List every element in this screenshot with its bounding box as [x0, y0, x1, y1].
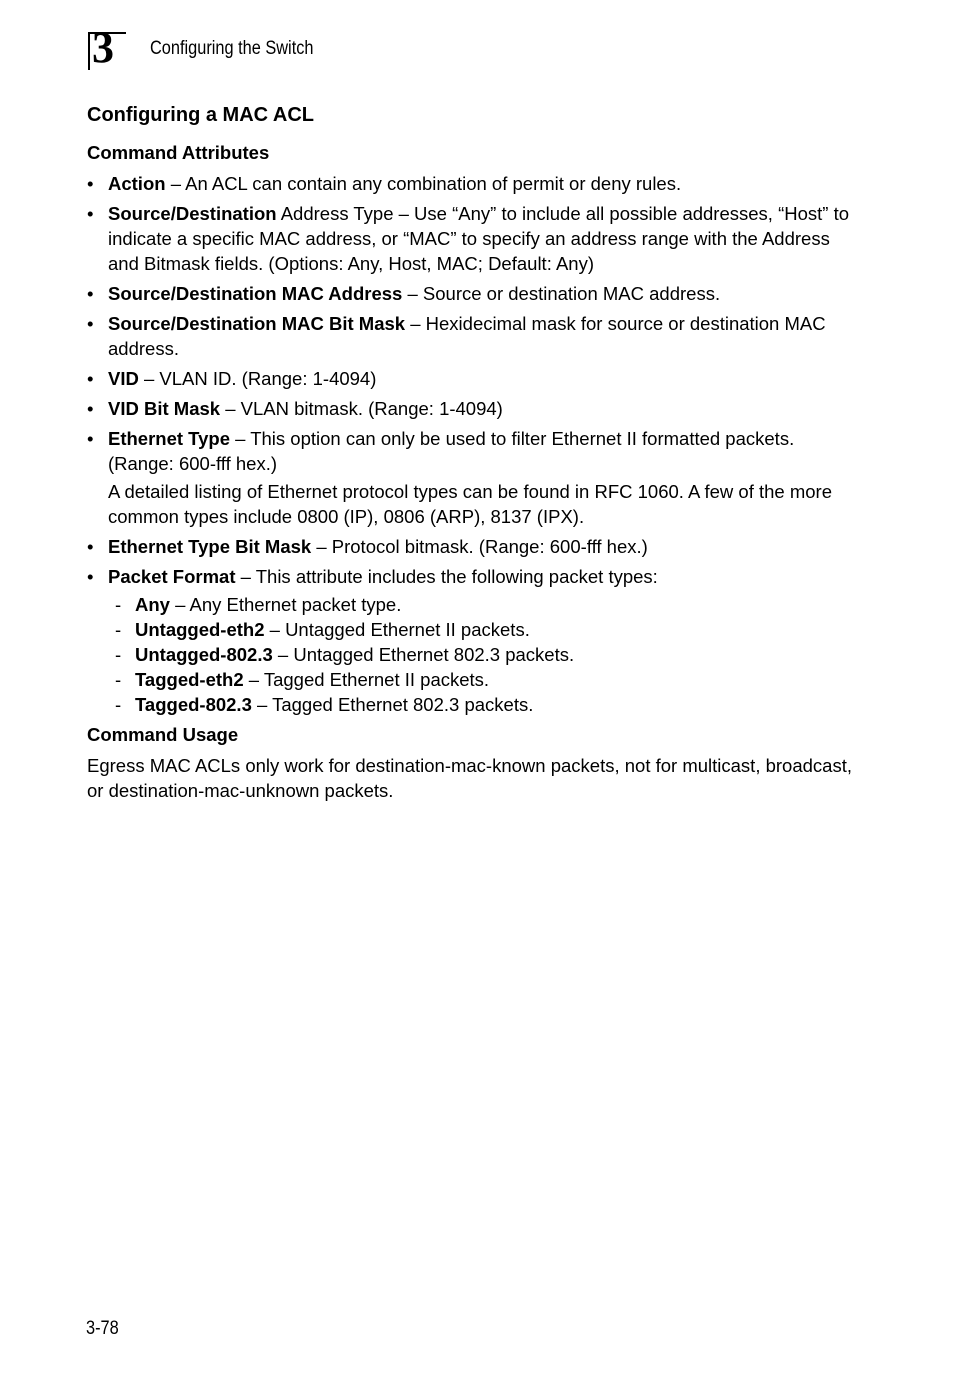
list-item — [87, 171, 857, 196]
attribute-term: Ethernet Type Bit Mask — [108, 536, 312, 557]
command-attributes-heading: Command Attributes — [87, 142, 270, 163]
bullet-glyph: • — [87, 283, 94, 304]
list-item — [87, 311, 857, 361]
packet-type-term: Any — [135, 594, 170, 615]
bullet-glyph: • — [87, 368, 94, 389]
attribute-description: – VLAN ID. (Range: 1-4094) — [138, 368, 377, 389]
page-number: 3-78 — [86, 1318, 119, 1339]
list-item — [108, 642, 857, 667]
list-item — [87, 201, 857, 276]
attribute-term: Packet Format — [108, 566, 236, 587]
attribute-term: Source/Destination MAC Bit Mask — [108, 313, 406, 334]
bullet-glyph: • — [87, 398, 94, 419]
dash-glyph: - — [115, 644, 122, 665]
bullet-glyph: • — [87, 203, 94, 224]
attribute-description: – This option can only be used to filter Ethernet II formatted packets. (Range: 600-fff hex.) — [108, 428, 795, 474]
page-body — [87, 102, 857, 803]
attribute-list — [87, 171, 857, 717]
list-item — [87, 281, 857, 306]
bullet-glyph: • — [87, 173, 94, 194]
packet-type-description: – Any Ethernet packet type. — [169, 594, 402, 615]
running-head: Configuring the Switch — [150, 38, 314, 59]
packet-type-description: – Tagged Ethernet II packets. — [243, 669, 490, 690]
packet-type-list — [108, 592, 857, 717]
command-usage-text: Egress MAC ACLs only work for destination-mac-known packets, not for multicast, broadcast, or destination-mac-unknown packets. — [87, 755, 852, 801]
list-item — [108, 692, 857, 717]
list-item — [87, 366, 857, 391]
list-item — [108, 667, 857, 692]
dash-glyph: - — [115, 669, 122, 690]
dash-glyph: - — [115, 594, 122, 615]
attribute-term: Source/Destination — [108, 203, 277, 224]
attribute-term: VID — [108, 368, 139, 389]
attribute-term: Action — [108, 173, 166, 194]
packet-type-term: Untagged-eth2 — [135, 619, 265, 640]
bullet-glyph: • — [87, 536, 94, 557]
list-item — [87, 396, 857, 421]
attribute-term: VID Bit Mask — [108, 398, 221, 419]
packet-type-term: Untagged-802.3 — [135, 644, 273, 665]
attribute-description: – VLAN bitmask. (Range: 1-4094) — [220, 398, 503, 419]
command-usage-heading: Command Usage — [87, 724, 239, 745]
section-title: Configuring a MAC ACL — [87, 104, 315, 126]
attribute-description: – An ACL can contain any combination of permit or deny rules. — [165, 173, 682, 194]
packet-type-description: – Untagged Ethernet 802.3 packets. — [272, 644, 575, 665]
attribute-description: – This attribute includes the following packet types: — [235, 566, 658, 587]
dash-glyph: - — [115, 619, 122, 640]
list-item — [87, 534, 857, 559]
bullet-glyph: • — [87, 428, 94, 449]
attribute-description: – Hexidecimal mask for source or destination MAC address. — [108, 313, 826, 359]
list-item — [87, 564, 857, 717]
dash-glyph: - — [115, 694, 122, 715]
attribute-note: A detailed listing of Ethernet protocol types can be found in RFC 1060. A few of the more common types include 0800 (IP), 0806 (ARP), 8137 (IPX). — [108, 481, 832, 527]
packet-type-description: – Tagged Ethernet 802.3 packets. — [251, 694, 534, 715]
attribute-term: Ethernet Type — [108, 428, 230, 449]
packet-type-term: Tagged-eth2 — [135, 669, 244, 690]
list-item — [108, 617, 857, 642]
bullet-glyph: • — [87, 313, 94, 334]
attribute-term: Source/Destination MAC Address — [108, 283, 403, 304]
packet-type-term: Tagged-802.3 — [135, 694, 252, 715]
bullet-glyph: • — [87, 566, 94, 587]
attribute-description: – Protocol bitmask. (Range: 600-fff hex.) — [311, 536, 648, 557]
list-item — [108, 592, 857, 617]
attribute-description: – Source or destination MAC address. — [402, 283, 721, 304]
attribute-description: Address Type – Use “Any” to include all possible addresses, “Host” to indicate a specific MAC address, or “MAC” to specify an address range with the Address and Bitmask fields. (Options: Any, Host, MAC; Default: Any) — [108, 203, 850, 274]
list-item — [87, 426, 857, 529]
packet-type-description: – Untagged Ethernet II packets. — [264, 619, 530, 640]
chapter-number: 3 — [92, 23, 114, 72]
